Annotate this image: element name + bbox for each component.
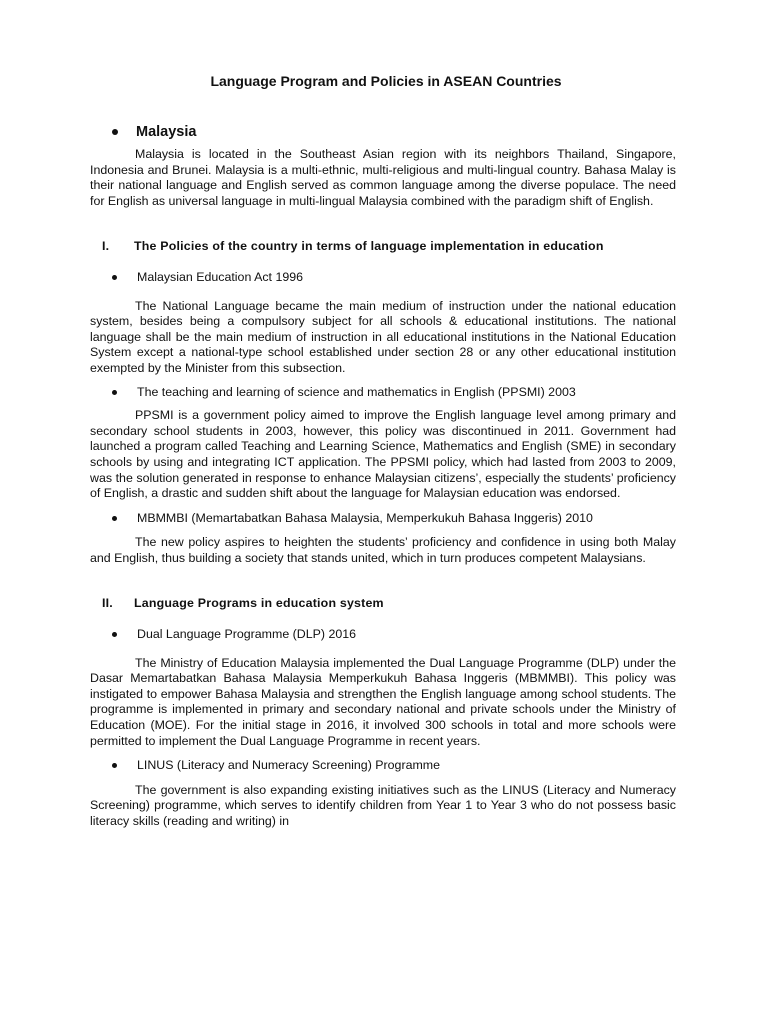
list-item	[112, 385, 676, 401]
document-page	[90, 72, 676, 830]
bullet-icon	[112, 632, 117, 637]
section-heading-1	[90, 239, 676, 255]
list-item-label: The teaching and learning of science and mathematics in English (PPSMI) 2003	[137, 384, 576, 399]
body-paragraph: The government is also expanding existing initiatives such as the LINUS (Literacy and Numeracy Screening) programme, which serves to identify children from Year 1 to Year 3 who do not possess basic literacy skills (reading and writing) in	[90, 782, 676, 828]
country-heading	[112, 124, 676, 140]
list-item-label: Malaysian Education Act 1996	[137, 269, 304, 284]
list-item	[112, 511, 676, 527]
list-item-label: LINUS (Literacy and Numeracy Screening) Programme	[137, 758, 440, 773]
section-number: II.	[102, 596, 113, 611]
section-heading-2	[90, 596, 676, 612]
section-title: Language Programs in education system	[134, 596, 384, 611]
body-paragraph: The National Language became the main medium of instruction under the national education system, besides being a compulsory subject for all schools & educational institutions. The national language shall be the main medium of instruction in all educational institutions in the National Education System except a national-type school established under section 28 or any other educational institution exempted by the Minister from this subsection.	[90, 298, 676, 375]
list-item	[112, 270, 676, 286]
bullet-icon	[112, 129, 118, 135]
bullet-icon	[112, 275, 117, 280]
list-item-label: MBMMBI (Memartabatkan Bahasa Malaysia, Memperkukuh Bahasa Inggeris) 2010	[137, 510, 593, 525]
list-item	[112, 758, 676, 774]
section-number: I.	[102, 239, 110, 254]
body-paragraph: PPSMI is a government policy aimed to improve the English language level among primary and secondary school students in 2003, however, this policy was discontinued in 2011. Government had launched a program called Teaching and Learning Science, Mathematics and English (SME) in secondary schools by using and integrating ICT application. The PPSMI policy, which had lasted from 2003 to 2009, was the solution generated in response to enhance Malaysian citizens’, especially the students’ proficiency of English, a drastic and sudden shift about the language for Malaysian education was endorsed.	[90, 408, 676, 501]
bullet-icon	[112, 763, 117, 768]
list-item	[112, 627, 676, 643]
list-item-label: Dual Language Programme (DLP) 2016	[137, 627, 357, 642]
document-title: Language Program and Policies in ASEAN Countries	[210, 73, 562, 89]
country-name: Malaysia	[136, 124, 197, 140]
body-paragraph: The Ministry of Education Malaysia implemented the Dual Language Programme (DLP) under the Dasar Memartabatkan Bahasa Malaysia Memperkukuh Bahasa Inggeris (MBMMBI). This policy was instigated to empower Bahasa Malaysia and strengthen the English language among school students. The programme is implemented in primary and secondary national and private schools under the Ministry of Education (MOE). For the initial stage in 2016, it involved 300 schools in total and more schools were permitted to implement the Dual Language Programme in recent years.	[90, 655, 676, 748]
bullet-icon	[112, 516, 117, 521]
body-paragraph: The new policy aspires to heighten the students’ proficiency and confidence in using both Malay and English, thus building a society that stands united, which in turn produces competent Malaysians.	[90, 535, 676, 565]
intro-paragraph: Malaysia is located in the Southeast Asian region with its neighbors Thailand, Singapore, Indonesia and Brunei. Malaysia is a multi-ethnic, multi-religious and multi-lingual country. Bahasa Malay is their national language and English served as common language among the diverse populace. The need for English as universal language in multi-lingual Malaysia combined with the paradigm shift of English.	[90, 147, 676, 208]
bullet-icon	[112, 390, 117, 395]
section-title: The Policies of the country in terms of language implementation in education	[134, 239, 604, 254]
